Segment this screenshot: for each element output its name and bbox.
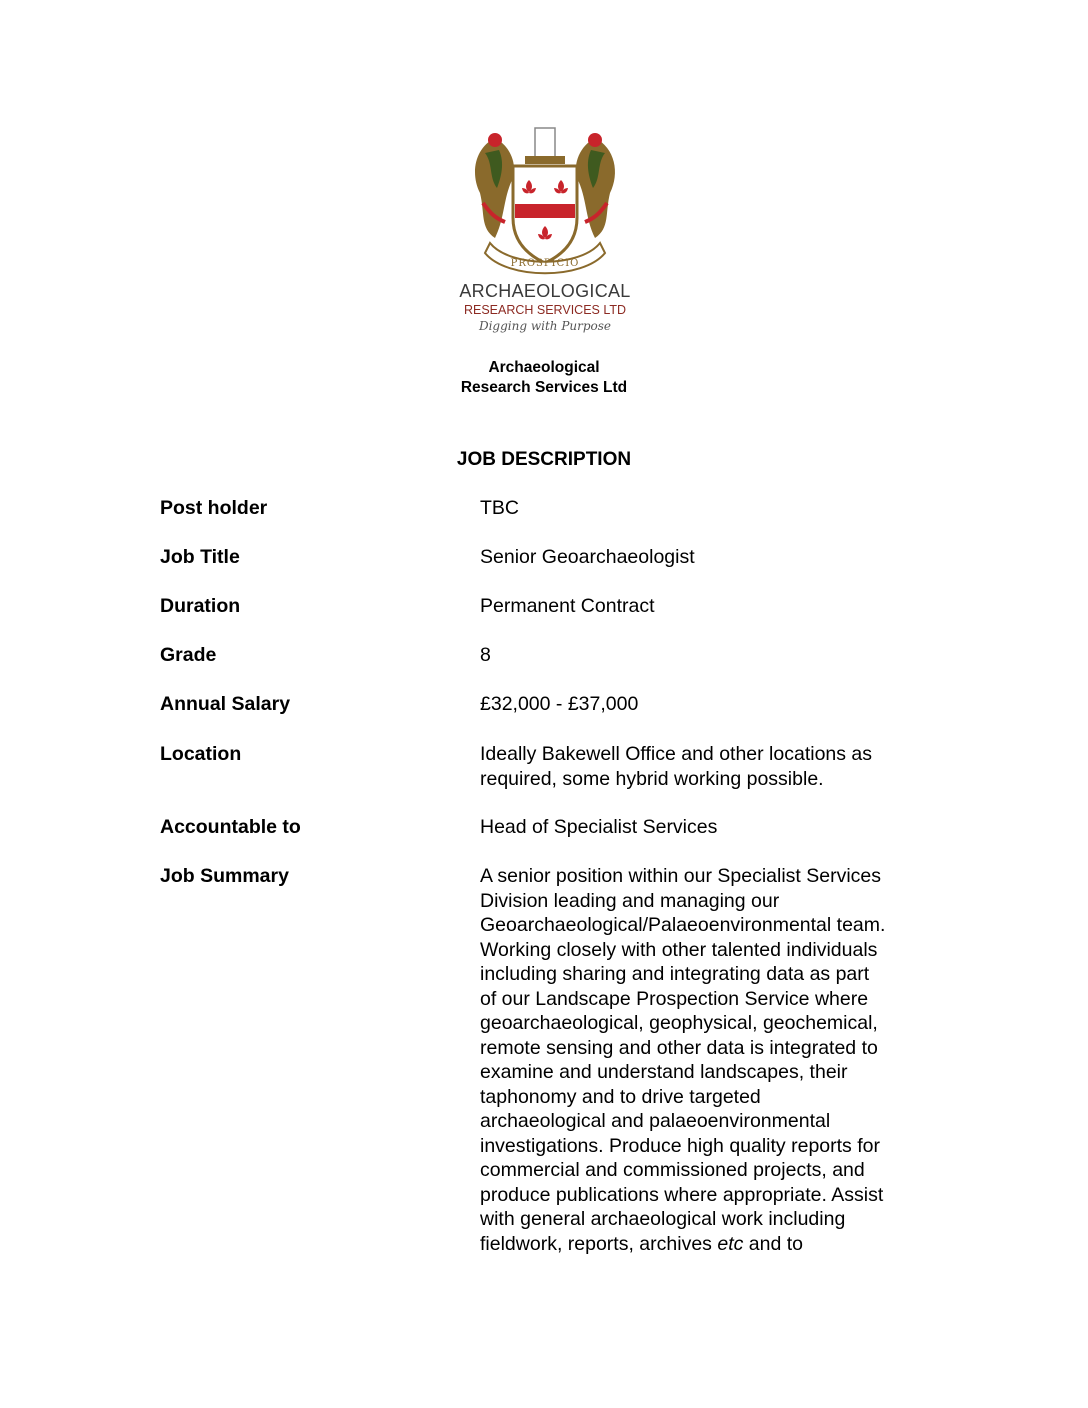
field-value xyxy=(480,815,940,840)
logo-line-2: RESEARCH SERVICES LTD xyxy=(463,303,627,317)
field-value-line: 8 xyxy=(480,644,491,666)
field-label: Job Summary xyxy=(160,865,289,887)
field-value-line: TBC xyxy=(480,497,519,519)
field-label: Post holder xyxy=(160,497,268,519)
field-value-line: taphonomy and to drive targeted xyxy=(480,1085,761,1108)
field-value-line: Head of Specialist Services xyxy=(480,816,718,838)
field-value-line: Division leading and managing our xyxy=(480,889,780,912)
company-name-line-2: Research Services Ltd xyxy=(460,379,628,396)
field-value xyxy=(480,864,940,1256)
field-value xyxy=(480,742,940,791)
logo-motto: PROSPICIO xyxy=(510,258,580,269)
field-value-line: examine and understand landscapes, their xyxy=(480,1061,848,1083)
field-value xyxy=(480,643,940,668)
field-value-line: geoarchaeological, geophysical, geochemical, xyxy=(480,1012,878,1034)
field-value-line: fieldwork, reports, archives etc and to xyxy=(480,1232,803,1255)
field-value-line: with general archaeological work including xyxy=(480,1208,846,1230)
logo-tagline: Digging with Purpose xyxy=(478,319,612,333)
company-logo xyxy=(455,118,635,340)
logo-line-1: ARCHAEOLOGICAL xyxy=(459,281,631,301)
field-value xyxy=(480,594,940,619)
field-value-line: £32,000 - £37,000 xyxy=(480,693,639,715)
field-label: Grade xyxy=(160,644,217,666)
field-value-line: commercial and commissioned projects, and xyxy=(480,1159,865,1181)
field-value-line: A senior position within our Specialist Services xyxy=(480,865,882,887)
field-value-line: archaeological and palaeoenvironmental xyxy=(480,1110,831,1132)
field-value-line: Working closely with other talented individuals xyxy=(480,938,878,961)
field-label: Location xyxy=(160,743,242,765)
field-value-line: Senior Geoarchaeologist xyxy=(480,546,695,568)
field-value-line: Ideally Bakewell Office and other locations as xyxy=(480,743,873,765)
field-value xyxy=(480,496,940,521)
company-name xyxy=(0,358,1088,398)
field-value-line: Permanent Contract xyxy=(480,595,655,617)
field-value-line: investigations. Produce high quality reports for xyxy=(480,1134,880,1157)
field-value xyxy=(480,545,940,570)
coat-of-arms-icon xyxy=(455,118,635,278)
field-value-line: including sharing and integrating data as part xyxy=(480,963,870,985)
field-value-line: of our Landscape Prospection Service where xyxy=(480,987,869,1010)
field-value-line: required, some hybrid working possible. xyxy=(480,767,824,790)
field-value xyxy=(480,692,940,717)
company-name-line-1: Archaeological xyxy=(488,359,600,376)
document-title: JOB DESCRIPTION xyxy=(456,449,632,470)
field-label: Job Title xyxy=(160,546,240,568)
field-value-line: Geoarchaeological/Palaeoenvironmental team. xyxy=(480,914,886,936)
field-label: Duration xyxy=(160,595,241,617)
field-label: Accountable to xyxy=(160,816,301,838)
field-label: Annual Salary xyxy=(160,693,291,715)
field-value-line: remote sensing and other data is integrated to xyxy=(480,1036,878,1059)
field-value-line: produce publications where appropriate. Assist xyxy=(480,1183,884,1206)
